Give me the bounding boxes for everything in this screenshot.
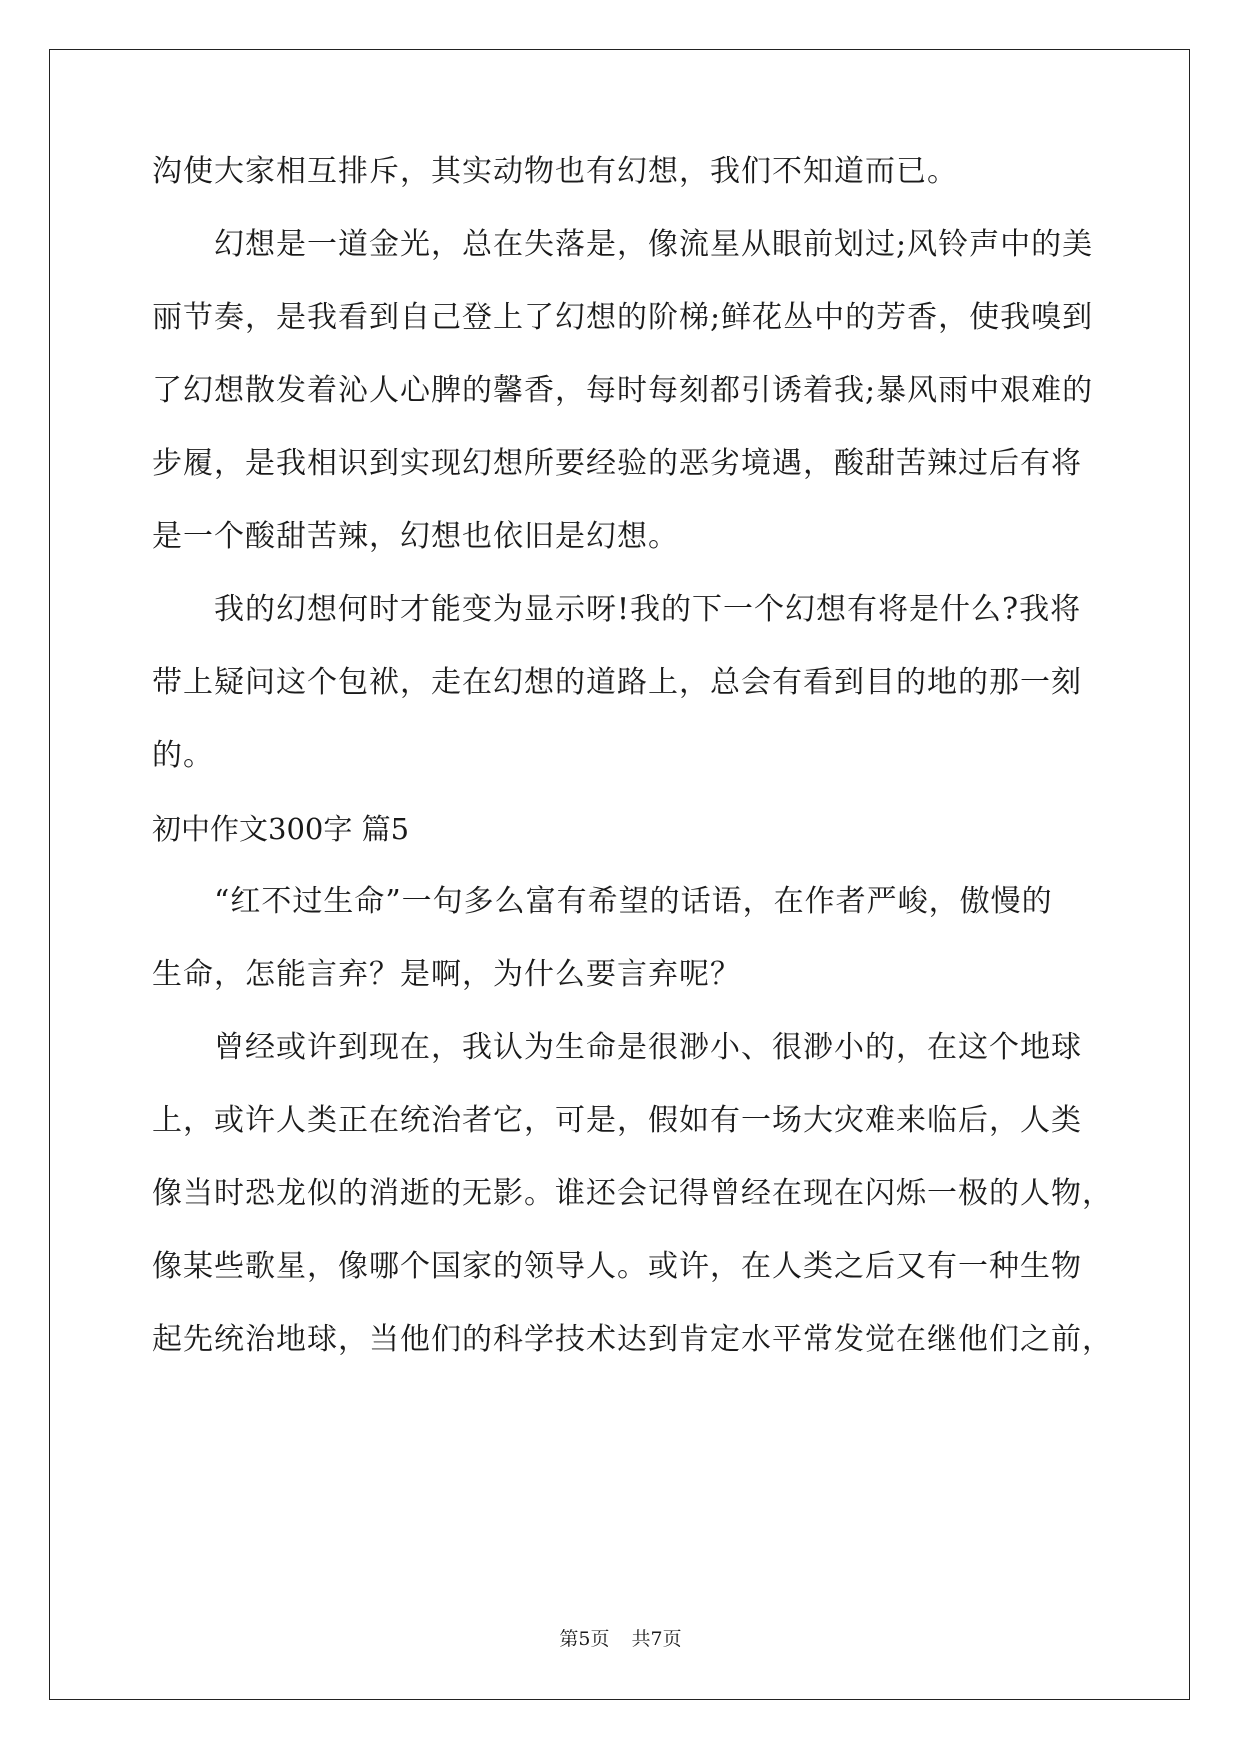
text-line: 了幻想散发着沁人心脾的馨香，每时每刻都引诱着我;暴风雨中艰难的	[152, 373, 1094, 408]
text-line: 像某些歌星，像哪个国家的领导人。或许，在人类之后又有一种生物	[152, 1249, 1082, 1284]
page-footer	[0, 1627, 1241, 1651]
section-heading: 初中作文300字 篇5	[152, 812, 410, 846]
text-line: 起先统治地球，当他们的科学技术达到肯定水平常发觉在继他们之前，	[152, 1322, 1113, 1357]
text-line: 曾经或许到现在，我认为生命是很渺小、很渺小的，在这个地球	[214, 1030, 1082, 1065]
page-total: 共7页	[631, 1628, 682, 1650]
text-line: 生命，怎能言弃？是啊，为什么要言弃呢？	[152, 957, 741, 992]
text-line: 的。	[152, 738, 214, 773]
text-line: 幻想是一道金光，总在失落是，像流星从眼前划过;风铃声中的美	[214, 227, 1094, 262]
text-line: 是一个酸甜苦辣，幻想也依旧是幻想。	[152, 519, 679, 554]
text-line: 像当时恐龙似的消逝的无影。谁还会记得曾经在现在闪烁一极的人物，	[152, 1176, 1113, 1211]
page-border	[49, 49, 1190, 1700]
text-line: 我的幻想何时才能变为显示呀!我的下一个幻想有将是什么?我将	[214, 592, 1082, 627]
text-line: 带上疑问这个包袱，走在幻想的道路上，总会有看到目的地的那一刻	[152, 665, 1082, 700]
page-number: 第5页	[559, 1628, 610, 1650]
text-line: “红不过生命”一句多么富有希望的话语，在作者严峻，傲慢的	[214, 884, 1053, 919]
text-line: 沟使大家相互排斥，其实动物也有幻想，我们不知道而已。	[152, 154, 958, 189]
text-line: 上，或许人类正在统治者它，可是，假如有一场大灾难来临后，人类	[152, 1103, 1082, 1138]
text-line: 步履，是我相识到实现幻想所要经验的恶劣境遇，酸甜苦辣过后有将	[152, 446, 1082, 481]
text-line: 丽节奏，是我看到自己登上了幻想的阶梯;鲜花丛中的芳香，使我嗅到	[152, 300, 1094, 335]
